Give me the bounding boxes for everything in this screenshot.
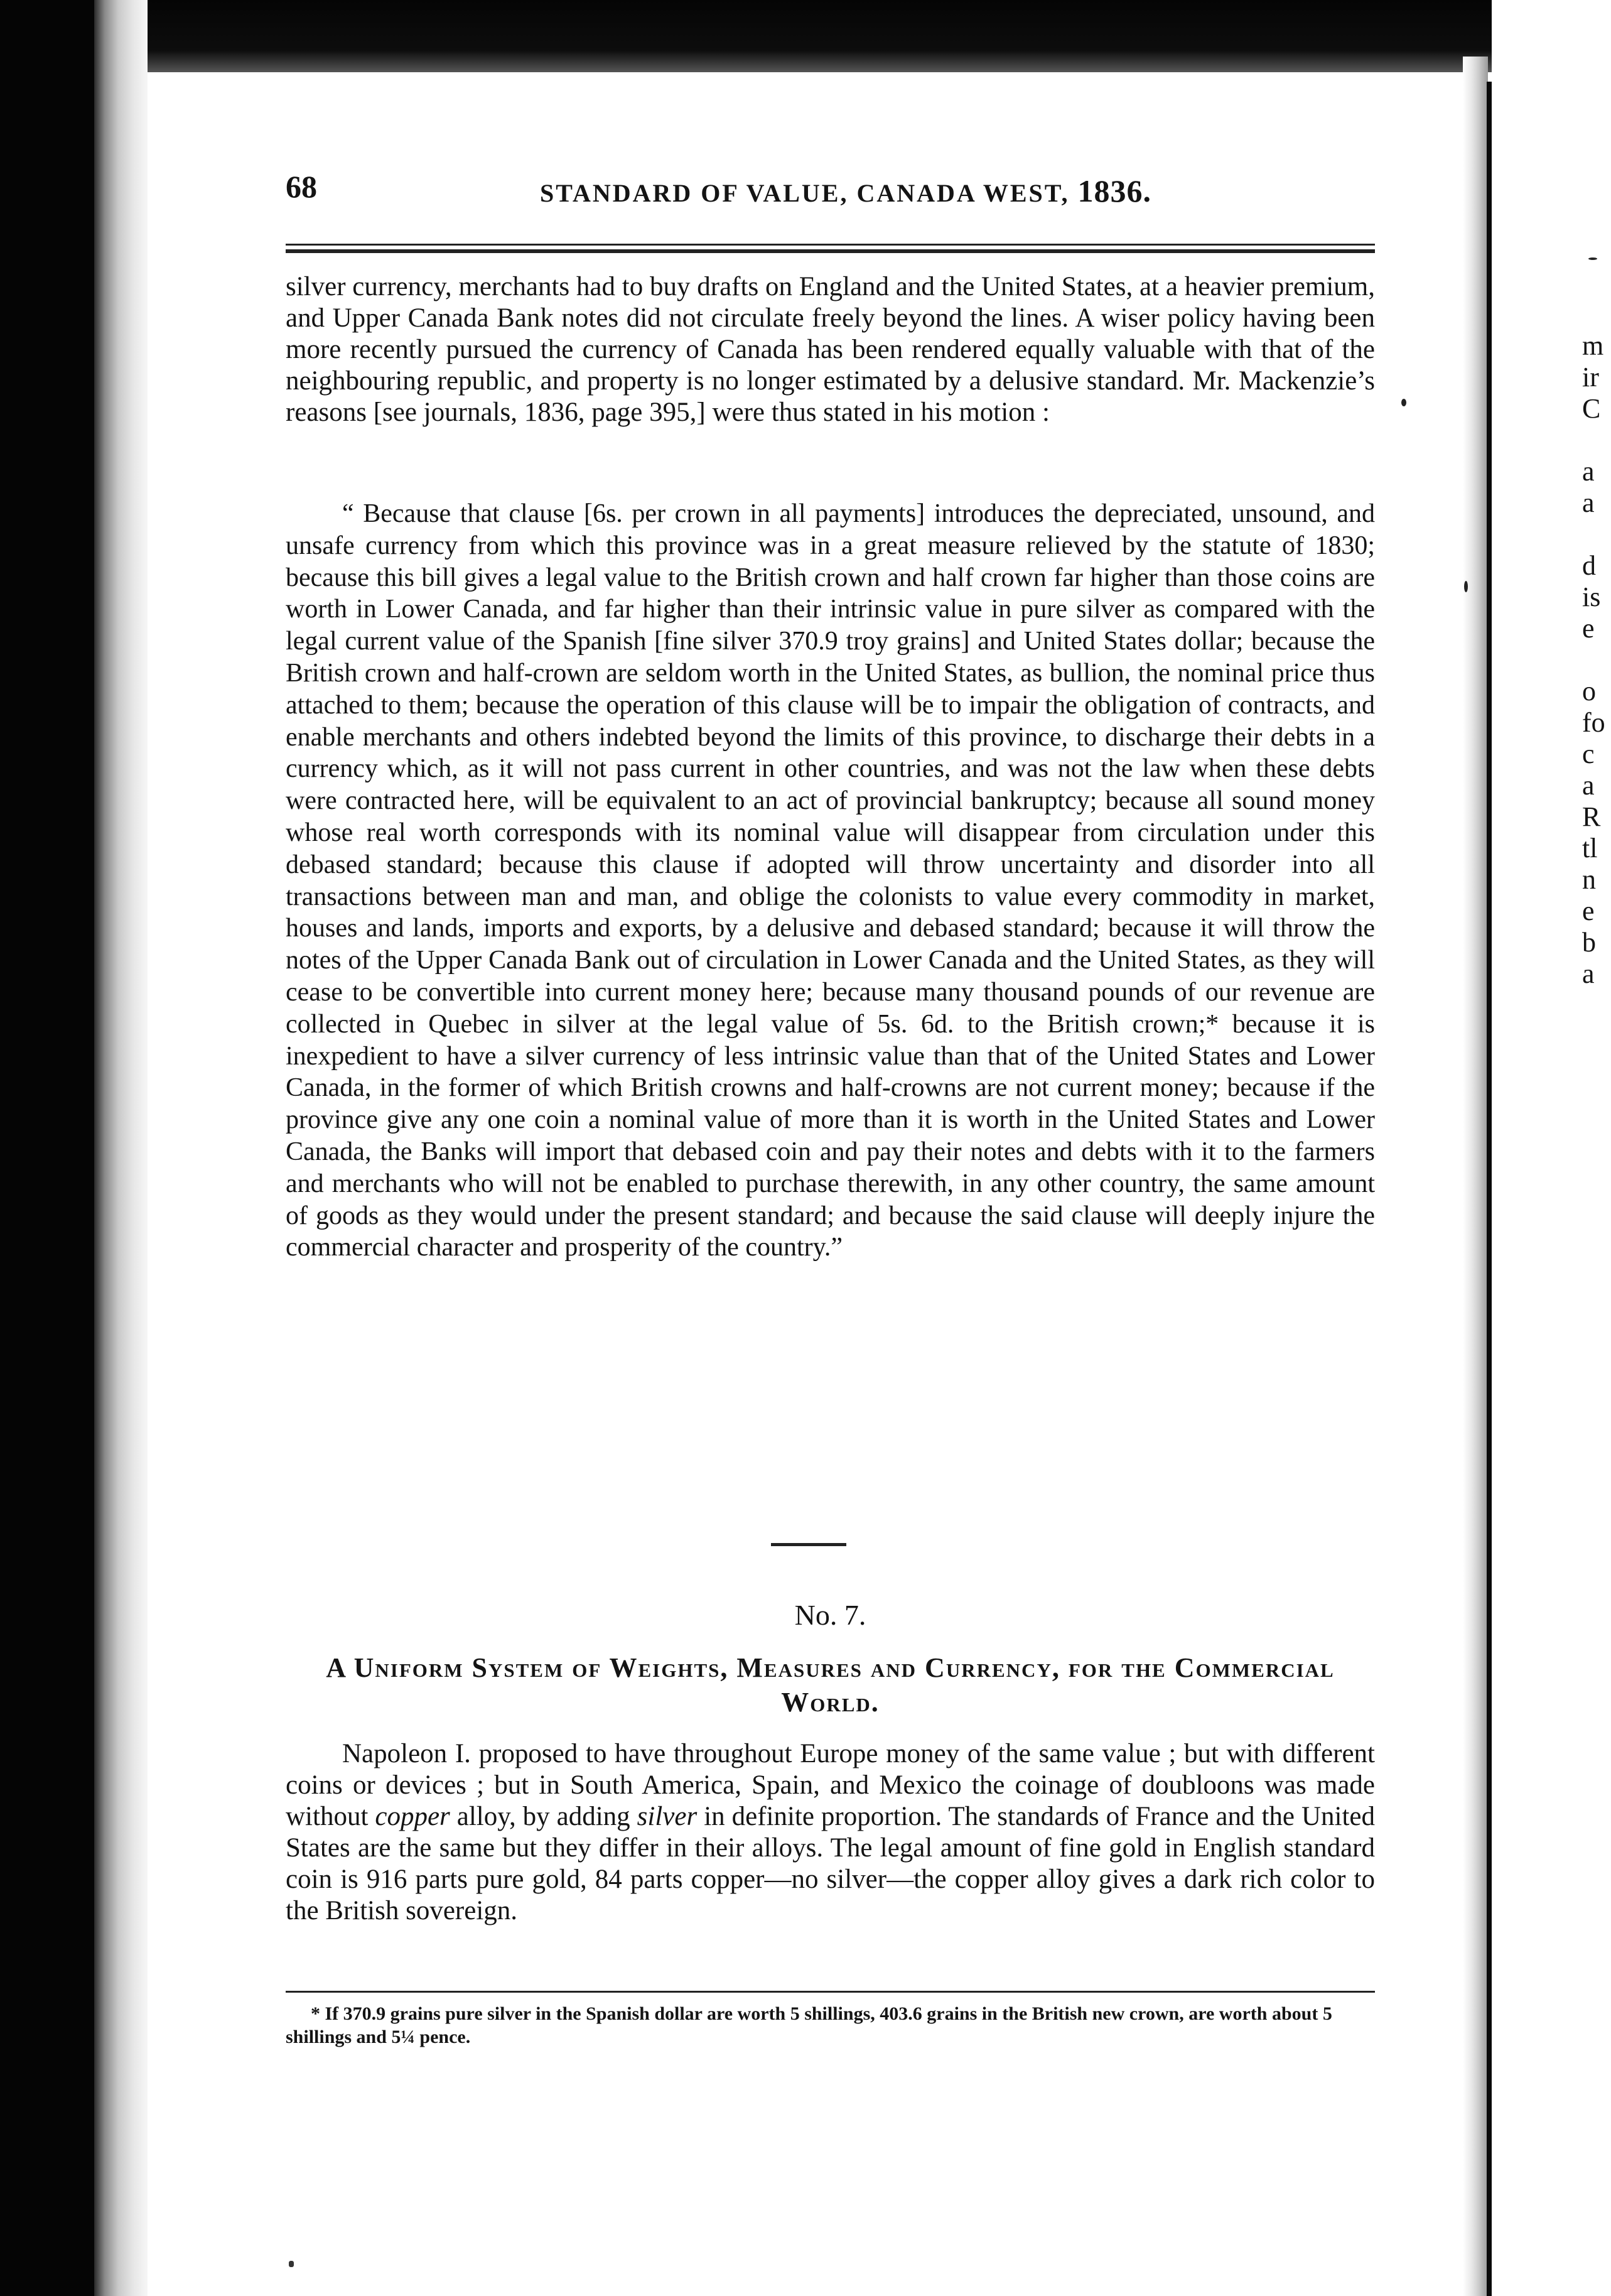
header-rule-thick <box>286 249 1375 253</box>
page-spine-shadow <box>1463 57 1488 2296</box>
section-title: A Uniform System of Weights, Measures and Currency, for the Commercial World. <box>326 1652 1335 1718</box>
page-divider <box>1487 82 1492 2296</box>
running-head <box>540 173 1151 209</box>
footnote-rule <box>286 1991 1375 1993</box>
scan-speck <box>1588 257 1597 260</box>
scan-left-edge <box>0 0 94 2296</box>
footnote <box>286 2002 1375 2049</box>
opening-paragraph <box>286 271 1375 428</box>
opening-text: silver currency, merchants had to buy drafts on England and the United States, at a heavier premium, and Upper Canada Bank notes did not circulate freely beyond the lines. A wiser policy having been more recently pursued the currency of Canada has been rendered equally valuable with that of the neighbouring republic, and property is no longer estimated by a delusive standard. Mr. Mackenzie’s reasons [see journals, 1836, page 395,] were thus stated in his motion : <box>286 272 1375 427</box>
footnote-text: * If 370.9 grains pure silver in the Spanish dollar are worth 5 shillings, 403.6 grains in the British new crown, are worth about 5 shillings and 5¼ pence. <box>286 2003 1332 2047</box>
section-divider <box>771 1543 846 1546</box>
napoleon-text-part: alloy, by adding <box>450 1802 637 1831</box>
emphasis-silver: silver <box>637 1802 698 1831</box>
emphasis-copper: copper <box>375 1802 450 1831</box>
napoleon-paragraph <box>286 1738 1375 1927</box>
napoleon-text-part: Napoleon I. proposed to have throughout Europe money of the same value ; but with different coins or devices ; but in South America, Spain, and Mexico the coinage of doubloons was made without <box>286 1739 1375 1831</box>
header-rule-thin <box>286 244 1375 246</box>
page-left-shadow <box>94 0 148 2296</box>
scan-top-edge <box>94 0 1494 72</box>
running-head-title: STANDARD OF VALUE, CANADA WEST, <box>540 179 1070 207</box>
page-number: 68 <box>286 169 317 204</box>
running-head-year: 1836. <box>1077 173 1152 208</box>
scan-speck <box>289 2261 294 2267</box>
quote-text: “ Because that clause [6s. per crown in all payments] introduces the depreciated, unsound, and unsafe currency from which this province was in a great measure relieved by the statute of 1830; because this bill gives a legal value to the British crown and half crown far higher than those coins are worth in Lower Canada, and far higher than their intrinsic value in pure silver as compared with the legal current value of the Spanish [fine silver 370.9 troy grains] and United States dollar; because the British crown and half-crown are seldom worth in the United States, as bullion, the nominal price thus attached to them; because the operation of this clause will be to impair the obligation of contracts, and enable merchants and others indebted beyond the limits of this province, to discharge their debts in a currency which, as it will not pass current in other countries, and was not the law when these debts were contracted here, will be equivalent to an act of provincial bankruptcy; because all sound money whose real worth corresponds with its nominal value will disappear from circulation under this debased standard; because this clause if adopted will throw uncertainty and disorder into all transactions between man and man, and oblige the colonists to value every commodity in market, houses and lands, imports and exports, by a delusive and debased standard; because it will throw the notes of the Upper Canada Bank out of circulation in Lower Canada and the United States, as they will cease to be convertible into current money here; because many thousand pounds of our revenue are collected in Quebec in silver at the legal value of 5s. 6d. to the British crown;* because it is inexpedient to have a silver currency of less intrinsic value than that of the United States and Lower Canada, in the former of which British crowns and half-crowns are not current money; because if the province give any one coin a nominal value of more than it is worth in the United States and Lower Canada, the Banks will import that debased coin and pay their notes and debts with it to the farmers and merchants who will not be enabled to purchase therewith, in any other country, the same amount of goods as they would under the present standard; and because the said clause will deeply injure the commercial character and prosperity of the country.” <box>286 499 1375 1262</box>
napoleon-text <box>286 1738 1375 1927</box>
scan-speck <box>1401 399 1406 406</box>
mackenzie-quote <box>286 498 1375 1264</box>
scan-speck <box>1464 581 1468 592</box>
napoleon-text-part: in definite proportion. The standards of France and the United States are the same but they differ in their alloys. The legal amount of fine gold in English standard coin is 916 parts pure gold, 84 parts copper—no silver—the copper alloy gives a dark rich color to the British sovereign. <box>286 1802 1375 1925</box>
section-number: No. 7. <box>794 1599 866 1631</box>
